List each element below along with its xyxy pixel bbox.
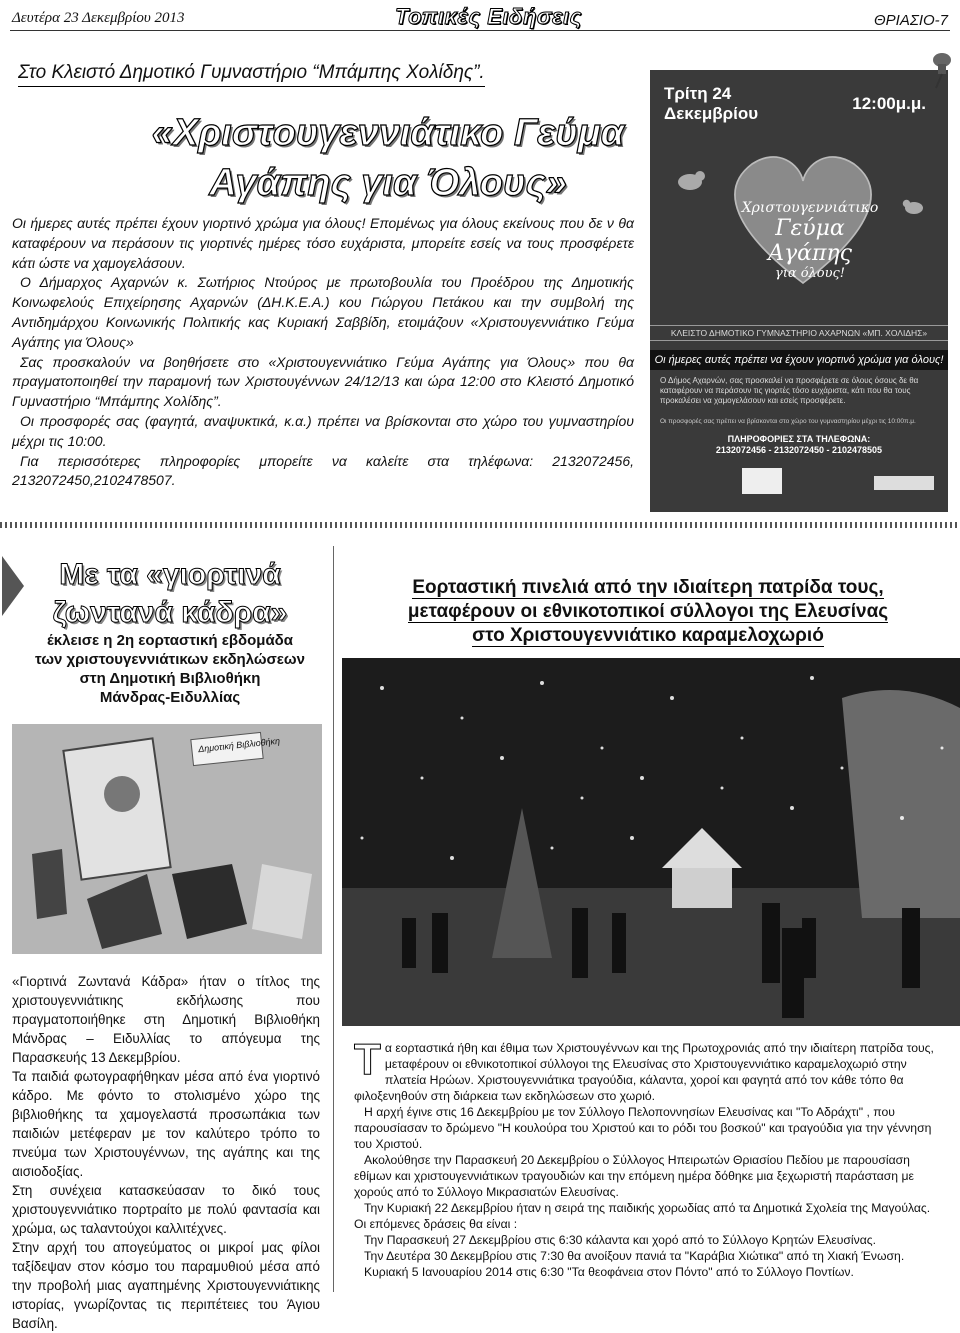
article3-paragraph: Κυριακή 5 Ιανουαρίου 2014 στις 6:30 "Τα θεοφάνεια στον Πόντο" από το Σύλλογο Ποντίων. (364, 1265, 854, 1279)
article3-paragraph (354, 1035, 944, 1104)
article3-headline (348, 576, 948, 648)
article2-paragraph: Τα παιδιά φωτογραφήθηκαν μέσα από ένα γιορτινό κάδρο. Με φόντο το στολισμένο χώρο της βιβλιοθήκης τα χαμογελαστά προσωπάκια των παιδιών μετέφεραν με τον καλύτερο τρόπο το πνεύμα των Χριστουγέννων, της αγάπης και της αισιοδοξίας. (12, 1069, 320, 1179)
article1-kicker: Στο Κλειστό Δημοτικό Γυμναστήριο “Μπάμπης Χολίδης”. (18, 62, 485, 87)
article3-paragraph: Την Δευτέρα 30 Δεκεμβρίου στις 7:30 θα ανοίξουν πανιά τα "Καράβια Χιώτικα" από τη Χιακή Ένωση. (364, 1249, 905, 1263)
article2-paragraph: Στην αρχή του απογεύματος οι μικροί μας φίλοι ταξίδεψαν στον κόσμο του παραμυθιού μέσα από την προβολή μιας αγαπημένης Χριστουγεννιάτικης ιστορίας, γνωρίζοντας τις περιπέτειες του Άγιου Βασίλη. (12, 1240, 320, 1331)
article2-body (12, 972, 320, 1333)
bird-icon (896, 190, 932, 220)
poster-text: Ο Δήμος Αχαρνών, σας προσκαλεί να προσφέρετε σε όλους όσους δε θα καταφέρουν να περάσουν τις γιορτές τόσο ευχάριστα, κάτι που θα τους προκαλέσει να χαμογελάσουν και εσείς προσφέρετε. (660, 376, 919, 405)
sponsor-logo (874, 476, 934, 490)
column-rule (333, 546, 334, 1292)
section-divider (0, 522, 960, 528)
photo-sign-text: Δημοτική Βιβλιοθήκη (197, 735, 281, 755)
article3-paragraph: Την Κυριακή 22 Δεκεμβρίου ήταν η σειρά της παιδικής χορωδίας από τα Δημοτικά Σχολεία της Μαγούλας. Οι επόμενες δράσεις θα είναι : (354, 1201, 931, 1231)
article3-headline-line2: μεταφέρουν οι εθνικοτοπικοί σύλλογοι της Ελευσίνας (407, 601, 889, 622)
article3-headline-line1: Εορταστική πινελιά από την ιδιαίτερη πατρίδα τους, (412, 577, 884, 598)
christmas-village-photo-image (342, 658, 960, 1026)
article1-paragraph: Οι ήμερες αυτές πρέπει έχουν γιορτινό χρώμα για όλους! Επομένως για όλους εκείνους που δε ν θα καταφέρουν να περάσουν τις γιορτινές ημέρες τόσο ευχάριστα, μπορείτε εσείς να τους προσφέρετε κάτι ώστε να χαμογελάσουν. (12, 215, 634, 271)
event-poster (650, 70, 948, 512)
poster-heart-line2: Γεύμα Αγάπης (768, 216, 852, 266)
issue-date: Δευτέρα 23 Δεκεμβρίου 2013 (12, 10, 185, 26)
poster-note: Οι προσφορές σας πρέπει να βρίσκονται στο χώρο του γυμναστηρίου μέχρι τις 10:00π.μ. (660, 418, 916, 425)
article2-headline (20, 556, 320, 632)
article3-body (354, 1035, 944, 1280)
poster-heart-line1: Χριστουγεννιάτικο (741, 200, 879, 216)
library-photo-image (12, 724, 322, 954)
bird-icon (670, 158, 710, 198)
poster-venue: ΚΛΕΙΣΤΟ ΔΗΜΟΤΙΚΟ ΓΥΜΝΑΣΤΗΡΙΟ ΑΧΑΡΝΩΝ «ΜΠ. ΧΟΛΙΔΗΣ» (650, 325, 948, 341)
article3-paragraph: Την Παρασκευή 27 Δεκεμβρίου στις 6:30 κάλαντα και χορό από το Σύλλογο Κρητών Ελευσίνας. (364, 1233, 877, 1247)
article2-sub-line3: στη Δημοτική Βιβλιοθήκη (79, 670, 261, 687)
poster-date-line2: Δεκεμβρίου (664, 104, 759, 123)
section-title: Τοπικές Ειδήσεις (395, 4, 582, 29)
article1-paragraph: Για περισσότερες πληροφορίες μπορείτε να καλείτε στα τηλέφωνα: 2132072456, 2132072450,2102478507. (12, 452, 634, 489)
poster-info-line2: 2132072456 - 2132072450 - 2102478505 (715, 445, 883, 455)
article3-headline-line3: στο Χριστουγεννιάτικο καραμελοχωριό (472, 625, 824, 646)
poster-date-line1: Τρίτη 24 (664, 84, 732, 103)
poster-date (664, 84, 758, 124)
library-photo (12, 724, 322, 954)
poster-heart-line3: για όλους! (774, 266, 846, 281)
article2-sub-line1: έκλεισε η 2η εορταστική εβδομάδα (46, 632, 294, 649)
sponsor-logo (742, 468, 782, 494)
poster-info-line1: ΠΛΗΡΟΦΟΡΙΕΣ ΣΤΑ ΤΗΛΕΦΩΝΑ: (727, 434, 871, 444)
article2-sub-line4: Μάνδρας-Ειδυλλίας (99, 689, 241, 706)
header-rule (10, 30, 950, 31)
article1-paragraph: Οι προσφορές σας (φαγητά, αναψυκτικά, κ.α.) πρέπει να βρίσκονται στο χώρο του γυμναστηρίου μέχρι τις 10:00. (12, 412, 634, 449)
article1-paragraph: Ο Δήμαρχος Αχαρνών κ. Σωτήριος Ντούρος με πρωτοβουλία του Προέδρου της Δημοτικής Κοινωφελούς Επιχείρησης Αχαρνών (ΔΗ.Κ.Ε.Α.) κου Γιώργου Πετάκου και την συμβολή της Αντιδημάρχου Κοινωνικής Πολιτικής κας Κυριακή Σαββίδη, ετοιμάζουν «Χριστουγεννιάτικο Γεύμα Αγάπης για Όλους» (12, 274, 634, 350)
article1-headline (108, 108, 668, 208)
article2-headline-line2: ζωντανά κάδρα» (52, 596, 288, 629)
article3-paragraph-text: α εορταστικά ήθη και έθιμα των Χριστουγέννων και της Πρωτοχρονιάς από την ιδιαίτερη πατρίδα τους, μεταφέρουν οι εθνικοτοπικοί σύλλογοι της Ελευσίνας στο Χριστουγεννιάτικο καραμελοχωριό στην πλατεία Ηρώων. Χριστουγεννιάτικα τραγούδια, κάλαντα, χοροί και φαγητά από τον κάθε τόπο θα φιλοξενηθούν στη διάρκεια των εκδηλώσεων στο χωριό. (354, 1041, 934, 1103)
article1-headline-line1: «Χριστουγεννιάτικο Γεύμα (151, 112, 625, 154)
article3-dropcap: Τ (354, 1035, 381, 1084)
article3-paragraph: Ακολούθησε την Παρασκευή 20 Δεκεμβρίου ο Σύλλογος Ηπειρωτών Θριασίου Πεδίου με παρουσίαση εθίμων και χριστουγεννιάτικων τραγουδιών και την επόμενη ημέρα δόθηκε μια ξεχωριστή παράσταση με χορούς από το Σύλλογο Μικρασιατών Ελευσίνας. (354, 1153, 914, 1199)
article2-subheadline (20, 631, 320, 707)
pushpin-icon (926, 50, 956, 90)
poster-time: 12:00μ.μ. (852, 94, 926, 113)
poster-heart-text (740, 200, 880, 281)
article1-headline-line2: Αγάπης για Όλους» (209, 162, 567, 204)
article2-headline-line1: Με τα «γιορτινά (59, 558, 281, 591)
article1-paragraph: Σας προσκαλούν να βοηθήσετε στο «Χριστουγεννιάτικο Γεύμα Αγάπης για Όλους» που θα πραγματοποιηθεί την παραμονή των Χριστουγέννων 24/12/13 και ώρα 12:00 στο Κλειστό Δημοτικό Γυμναστήριο “Μπάμπης Χολίδης”. (12, 353, 634, 410)
article1-body (12, 214, 634, 491)
article2-paragraph: Στη συνέχεια κατασκεύασαν το δικό τους χριστουγεννιάτικο πορτραίτο με πολύ φαντασία και χρώμα, ως ταλαντούχοι καλλιτέχνες. (12, 1183, 320, 1236)
christmas-village-photo (342, 658, 960, 1026)
article2-sub-line2: των χριστουγεννιάτικων εκδηλώσεων (35, 651, 305, 668)
poster-banner: Οι ήμερες αυτές πρέπει να έχουν γιορτινό χρώμα για όλους! (650, 350, 948, 370)
article2-paragraph: «Γιορτινά Ζωντανά Κάδρα» ήταν ο τίτλος της χριστουγεννιάτικης εκδήλωσης που πραγματοποιήθηκε στη Δημοτική Βιβλιοθήκη Μάνδρας – Ειδυλλίας το απόγευμα της Παρασκευής 13 Δεκεμβρίου. (12, 974, 320, 1065)
article3-paragraph: Η αρχή έγινε στις 16 Δεκεμβρίου με τον Σύλλογο Πελοποννησίων Ελευσίνας και "Το Αδράχτι" , που παρουσίασαν το δρώμενο "Η κουλούρα του Χριστού και το ρόδι του βοσκού" και τραγούδια για την γέννηση του Χριστού. (354, 1105, 932, 1151)
poster-info (650, 434, 948, 456)
page-label: ΘΡΙΑΣΙΟ-7 (873, 12, 948, 29)
